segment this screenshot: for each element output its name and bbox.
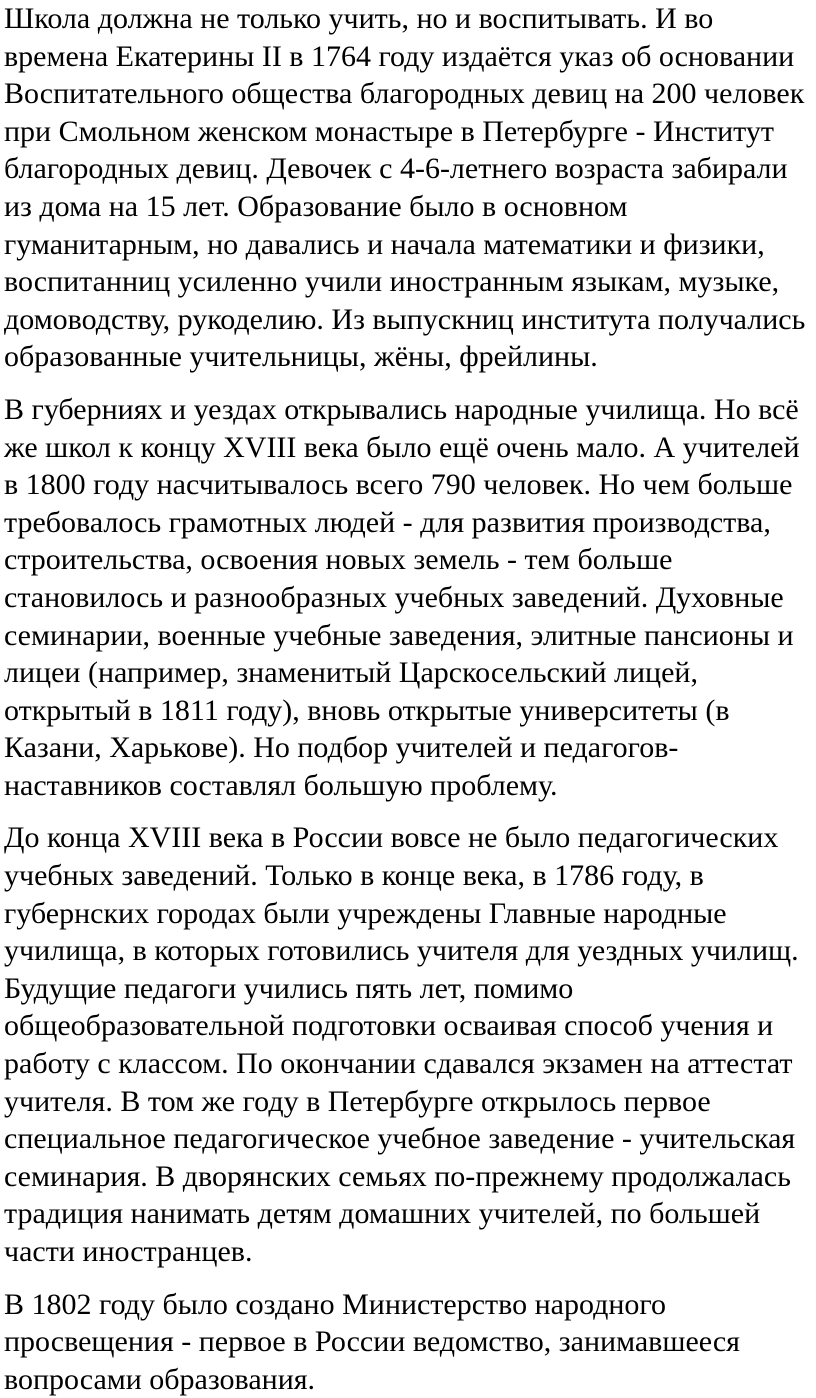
paragraph-2: В губерниях и уездах открывались народные училища. Но всё же школ к концу XVIII века было ещё очень мало. А учителей в 1800 году насчитывалось всего 790 человек. Но чем больше требовалось грамотных людей - для развития производства, строительства, освоения новых земель - тем больше становилось и разнообразных учебных заведений. Духовные семинарии, военные учебные заведения, элитные пансионы и лицеи (например, знаменитый Царскосельский лицей, открытый в 1811 году), вновь открытые университеты (в Казани, Харькове). Но подбор учителей и педагогов-наставников составлял большую проблему. — [4, 392, 800, 802]
paragraph-1: Школа должна не только учить, но и воспитывать. И во времена Екатерины II в 1764 году издаётся указ об основании Воспитательного общества благородных девиц на 200 человек при Смольном женском монастыре в Петербурге - Институт благородных девиц. Девочек с 4-6-летнего возраста забирали из дома на 15 лет. Образование было в основном гуманитарным, но давались и начала математики и физики, воспитанниц усиленно учили иностранным языкам, музыке, домоводству, рукоделию. Из выпускниц института получались образованные учительницы, жёны, фрейлины. — [4, 2, 806, 374]
paragraph-4: В 1802 году было создано Министерство народного просвещения - первое в России ведомство, занимавшееся вопросами образования. — [4, 1287, 740, 1396]
paragraph-3: До конца XVIII века в России вовсе не было педагогических учебных заведений. Только в конце века, в 1786 году, в губернских городах были учреждены Главные народные училища, в которых готовились учителя для уездных училищ. Будущие педагоги учились пять лет, помимо общеобразовательной подготовки осваивая способ учения и работу с классом. По окончании сдавался экзамен на аттестат учителя. В том же году в Петербурге открылось первое специальное педагогическое учебное заведение - учительская семинария. В дворянских семьях по-прежнему продолжалась традиция нанимать детям домашних учителей, по большей части иностранцев. — [4, 821, 799, 1268]
